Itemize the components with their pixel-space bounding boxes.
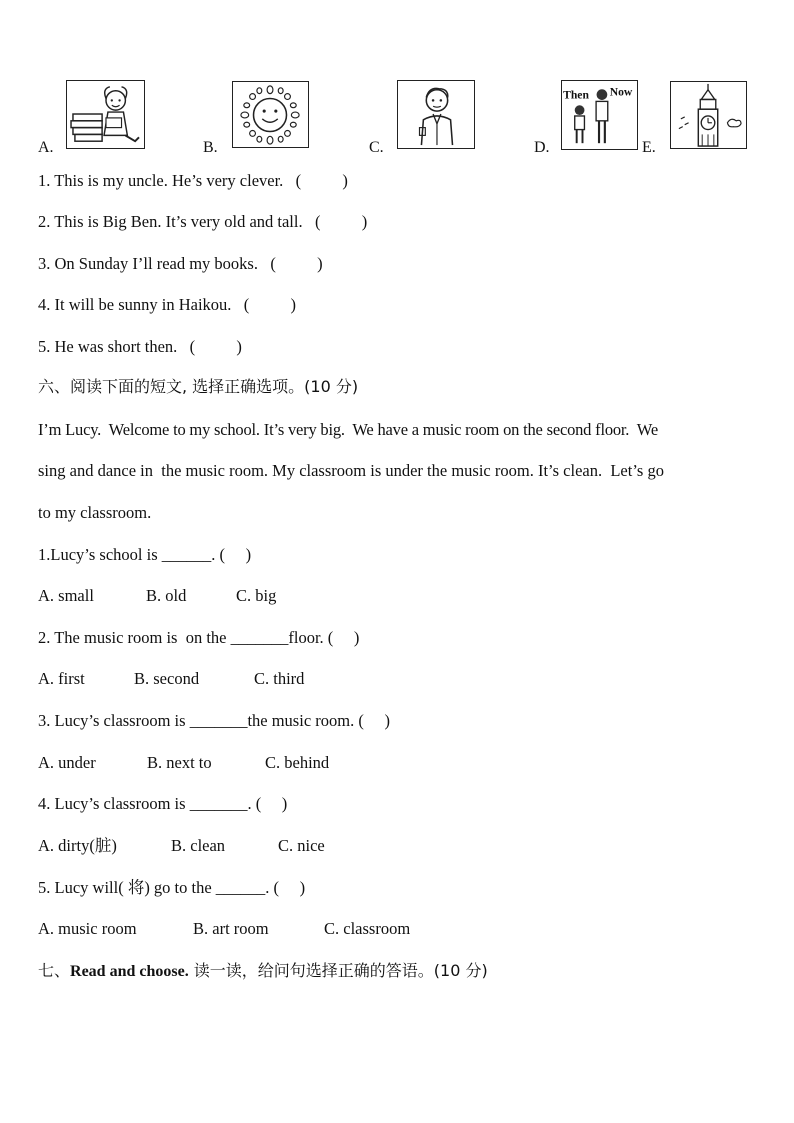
section-7-english: Read and choose. xyxy=(70,963,189,980)
passage-line-3: to my classroom. xyxy=(38,503,152,522)
q5-option-c: C. classroom xyxy=(324,919,411,938)
q5-option-a: A. music room xyxy=(38,919,137,938)
section-7-heading xyxy=(38,961,488,982)
matching-item-1: 1. This is my uncle. He’s very clever. ( ) xyxy=(38,171,348,190)
now-label: Now xyxy=(609,85,633,99)
question-4: 4. Lucy’s classroom is _______. ( ) xyxy=(38,794,288,813)
sun-icon xyxy=(232,81,309,148)
passage-line-1: I’m Lucy. Welcome to my school. It’s very big. We have a music room on the second floor. We xyxy=(38,420,658,439)
section-7-prefix: 七、 xyxy=(38,961,71,980)
question-3: 3. Lucy’s classroom is _______the music room. ( ) xyxy=(38,711,390,730)
q2-option-b: B. second xyxy=(134,669,200,688)
q4-option-c: C. nice xyxy=(278,836,325,855)
q5-option-b: B. art room xyxy=(193,919,269,938)
q3-option-a: A. under xyxy=(38,753,96,772)
q4-option-b: B. clean xyxy=(171,836,226,855)
picture-label-c: C. xyxy=(369,139,384,156)
man-icon xyxy=(397,80,475,149)
q3-option-c: C. behind xyxy=(265,753,330,772)
then-now-boys-icon xyxy=(561,80,638,150)
picture-label-b: B. xyxy=(203,139,218,156)
picture-label-a: A. xyxy=(38,139,54,156)
q2-option-c: C. third xyxy=(254,669,305,688)
matching-item-5: 5. He was short then. ( ) xyxy=(38,337,242,356)
q1-option-b: B. old xyxy=(146,586,187,605)
q1-option-c: C. big xyxy=(236,586,277,605)
q1-option-a: A. small xyxy=(38,586,94,605)
q3-option-b: B. next to xyxy=(147,753,212,772)
section-6-heading: 六、阅读下面的短文, 选择正确选项。(10 分) xyxy=(38,377,359,396)
question-1: 1.Lucy’s school is ______. ( ) xyxy=(38,545,252,564)
matching-item-3: 3. On Sunday I’ll read my books. ( ) xyxy=(38,254,323,273)
girl-reading-books-icon xyxy=(66,80,145,149)
passage-line-2: sing and dance in the music room. My classroom is under the music room. It’s clean. Let’s go xyxy=(38,461,664,480)
question-2: 2. The music room is on the _______floor. ( ) xyxy=(38,628,360,647)
matching-item-4: 4. It will be sunny in Haikou. ( ) xyxy=(38,295,297,314)
q4-option-a: A. dirty(脏) xyxy=(38,836,117,855)
picture-label-e: E. xyxy=(642,139,656,156)
q2-option-a: A. first xyxy=(38,669,85,688)
picture-label-d: D. xyxy=(534,139,550,156)
then-label: Then xyxy=(563,88,589,102)
question-5: 5. Lucy will( 将) go to the ______. ( ) xyxy=(38,878,306,897)
section-7-instructions: 读一读，给问句选择正确的答语。(10 分) xyxy=(188,961,488,980)
matching-item-2: 2. This is Big Ben. It’s very old and tall. ( ) xyxy=(38,212,368,231)
big-ben-icon xyxy=(670,81,747,149)
